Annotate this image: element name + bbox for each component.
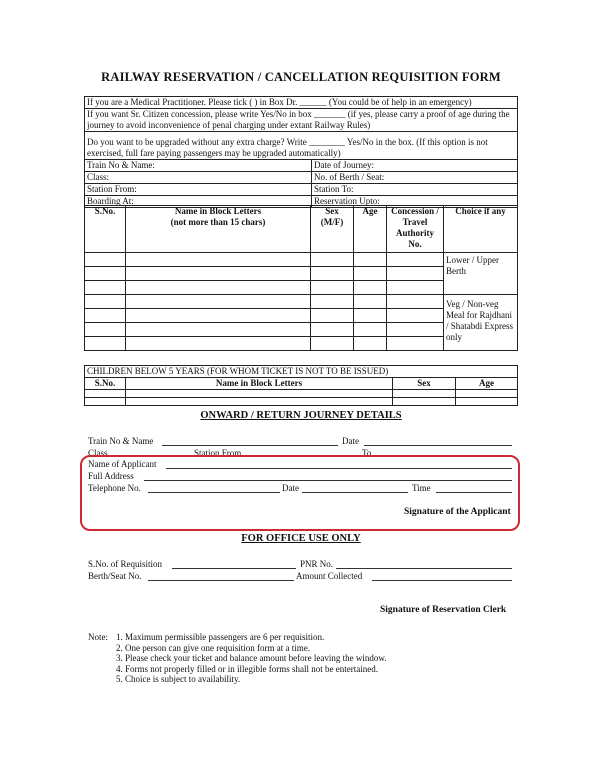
table-cell[interactable] bbox=[85, 323, 126, 337]
table-cell[interactable] bbox=[354, 281, 387, 295]
child-col-sno-header: S.No. bbox=[85, 378, 126, 390]
applicant-name-input[interactable] bbox=[166, 459, 512, 469]
table-cell[interactable] bbox=[354, 309, 387, 323]
onward-date-label: Date bbox=[342, 436, 359, 446]
table-cell[interactable] bbox=[126, 281, 311, 295]
list-item: 2. One person can give one requisition form at a time. bbox=[116, 642, 310, 653]
table-cell[interactable] bbox=[387, 267, 444, 281]
form-title: RAILWAY RESERVATION / CANCELLATION REQUISITION FORM bbox=[101, 70, 501, 84]
col-sex-header-a: Sex bbox=[325, 206, 339, 216]
note-label: Note: bbox=[88, 632, 108, 642]
col-sno-header: S.No. bbox=[85, 206, 126, 253]
amount-input[interactable] bbox=[372, 571, 512, 581]
onward-train-input[interactable] bbox=[162, 436, 338, 446]
upgrade-field[interactable] bbox=[85, 132, 518, 160]
onward-station-from-label: Station From bbox=[194, 448, 242, 458]
applicant-signature: Signature of the Applicant bbox=[404, 507, 511, 517]
table-cell[interactable] bbox=[85, 309, 126, 323]
table-cell[interactable] bbox=[387, 253, 444, 267]
table-cell[interactable] bbox=[85, 390, 126, 398]
table-cell[interactable] bbox=[354, 267, 387, 281]
berth-seat-field[interactable]: No. of Berth / Seat: bbox=[312, 172, 518, 184]
table-cell[interactable] bbox=[126, 309, 311, 323]
table-cell[interactable] bbox=[456, 398, 518, 406]
upgrade-text-a: Do you want to be upgraded without any extra charge? Write ________ Yes/No in the box. (If this option is not bbox=[87, 137, 488, 147]
table-cell[interactable] bbox=[393, 390, 456, 398]
senior-citizen-field[interactable] bbox=[85, 109, 518, 132]
child-col-age-header: Age bbox=[456, 378, 518, 390]
pnr-label: PNR No. bbox=[300, 559, 334, 569]
table-cell[interactable] bbox=[354, 323, 387, 337]
upgrade-text-b: exercised, full fare paying passengers may be upgraded automatically) bbox=[87, 148, 341, 158]
list-item: 5. Choice is subject to availability. bbox=[116, 674, 241, 684]
notes-list bbox=[116, 632, 387, 685]
table-cell[interactable] bbox=[126, 323, 311, 337]
table-cell[interactable] bbox=[393, 398, 456, 406]
table-cell[interactable] bbox=[126, 253, 311, 267]
table-cell[interactable] bbox=[354, 253, 387, 267]
applicant-time-label: Time bbox=[412, 483, 431, 493]
table-cell[interactable] bbox=[311, 281, 354, 295]
choice-meal-cell: Veg / Non-veg Meal for Rajdhani / Shatabdi Express only bbox=[444, 295, 518, 351]
applicant-telephone-label: Telephone No. bbox=[88, 483, 141, 493]
list-item: 4. Forms not properly filled or in illegible forms shall not be entertained. bbox=[116, 663, 378, 674]
onward-date-input[interactable] bbox=[364, 436, 512, 446]
station-from-field[interactable]: Station From: bbox=[85, 184, 312, 196]
list-item: 3. Please check your ticket and balance amount before leaving the window. bbox=[116, 653, 387, 663]
date-of-journey-field[interactable]: Date of Journey: bbox=[312, 160, 518, 172]
reservation-upto-field[interactable]: Reservation Upto: bbox=[312, 196, 518, 208]
table-cell[interactable] bbox=[126, 295, 311, 309]
table-cell[interactable] bbox=[311, 267, 354, 281]
table-cell[interactable] bbox=[456, 390, 518, 398]
table-cell[interactable] bbox=[126, 398, 393, 406]
col-age-header: Age bbox=[354, 206, 387, 253]
requisition-input[interactable] bbox=[172, 559, 296, 569]
table-cell[interactable] bbox=[387, 281, 444, 295]
children-caption: CHILDREN BELOW 5 YEARS (FOR WHOM TICKET IS NOT TO BE ISSUED) bbox=[85, 366, 518, 378]
office-heading: FOR OFFICE USE ONLY bbox=[241, 533, 361, 544]
onward-to-label: To bbox=[362, 448, 372, 458]
applicant-date-input[interactable] bbox=[302, 483, 408, 493]
applicant-time-input[interactable] bbox=[436, 483, 512, 493]
table-cell[interactable] bbox=[85, 398, 126, 406]
senior-citizen-text-a: If you want Sr. Citizen concession, please write Yes/No in box _______ (if yes, please carry a proof of age during the bbox=[87, 109, 510, 119]
table-cell[interactable] bbox=[311, 253, 354, 267]
child-col-name-header: Name in Block Letters bbox=[126, 378, 393, 390]
table-cell[interactable] bbox=[354, 295, 387, 309]
table-cell[interactable] bbox=[311, 323, 354, 337]
onward-heading: ONWARD / RETURN JOURNEY DETAILS bbox=[200, 410, 402, 421]
table-cell[interactable] bbox=[85, 337, 126, 351]
table-cell[interactable] bbox=[387, 295, 444, 309]
table-cell[interactable] bbox=[354, 337, 387, 351]
pnr-input[interactable] bbox=[336, 559, 512, 569]
table-cell[interactable] bbox=[85, 281, 126, 295]
onward-class-label: Class bbox=[88, 448, 108, 458]
boarding-at-field[interactable]: Boarding At: bbox=[85, 196, 312, 208]
col-name-header-a: Name in Block Letters bbox=[174, 206, 262, 216]
applicant-address-label: Full Address bbox=[88, 471, 134, 481]
col-concession-header: Concession / Travel Authority No. bbox=[387, 206, 444, 253]
applicant-telephone-input[interactable] bbox=[148, 483, 280, 493]
col-choice-header: Choice if any bbox=[444, 206, 518, 253]
table-cell[interactable] bbox=[311, 295, 354, 309]
berth-seat-label: Berth/Seat No. bbox=[88, 571, 142, 581]
table-cell[interactable] bbox=[311, 337, 354, 351]
class-field[interactable]: Class: bbox=[85, 172, 312, 184]
table-cell[interactable] bbox=[126, 390, 393, 398]
amount-label: Amount Collected bbox=[296, 571, 363, 581]
table-cell[interactable] bbox=[85, 295, 126, 309]
table-cell[interactable] bbox=[311, 309, 354, 323]
col-name-header-b: (not more than 15 chars) bbox=[170, 217, 266, 227]
list-item: 1. Maximum permissible passengers are 6 per requisition. bbox=[116, 632, 325, 642]
table-cell[interactable] bbox=[126, 337, 311, 351]
child-col-sex-header: Sex bbox=[393, 378, 456, 390]
choice-berth-cell: Lower / Upper Berth bbox=[444, 253, 518, 295]
table-cell[interactable] bbox=[85, 253, 126, 267]
col-name-header bbox=[126, 206, 311, 253]
medical-practitioner-field[interactable]: If you are a Medical Practitioner. Please tick ( ) in Box Dr. ______ (You could be of help in an emergency) bbox=[85, 97, 518, 109]
passenger-table bbox=[84, 205, 518, 351]
applicant-date-label: Date bbox=[282, 483, 299, 493]
col-sex-header-b: (M/F) bbox=[320, 217, 344, 227]
table-cell[interactable] bbox=[387, 323, 444, 337]
table-cell[interactable] bbox=[85, 267, 126, 281]
col-sex-header bbox=[311, 206, 354, 253]
table-cell[interactable] bbox=[387, 309, 444, 323]
children-table bbox=[84, 365, 518, 406]
applicant-name-label: Name of Applicant bbox=[88, 459, 157, 469]
onward-train-label: Train No & Name bbox=[88, 436, 154, 446]
senior-citizen-text-b: journey to avoid inconvenience of penal charging under extant Railway Rules) bbox=[87, 120, 371, 130]
table-cell[interactable] bbox=[387, 337, 444, 351]
journey-info-table bbox=[84, 96, 518, 208]
berth-seat-input[interactable] bbox=[148, 571, 294, 581]
table-cell[interactable] bbox=[126, 267, 311, 281]
requisition-label: S.No. of Requisition bbox=[88, 559, 163, 569]
station-to-field[interactable]: Station To: bbox=[312, 184, 518, 196]
applicant-address-input[interactable] bbox=[144, 471, 512, 481]
clerk-signature: Signature of Reservation Clerk bbox=[380, 605, 507, 615]
train-no-field[interactable]: Train No & Name: bbox=[85, 160, 312, 172]
